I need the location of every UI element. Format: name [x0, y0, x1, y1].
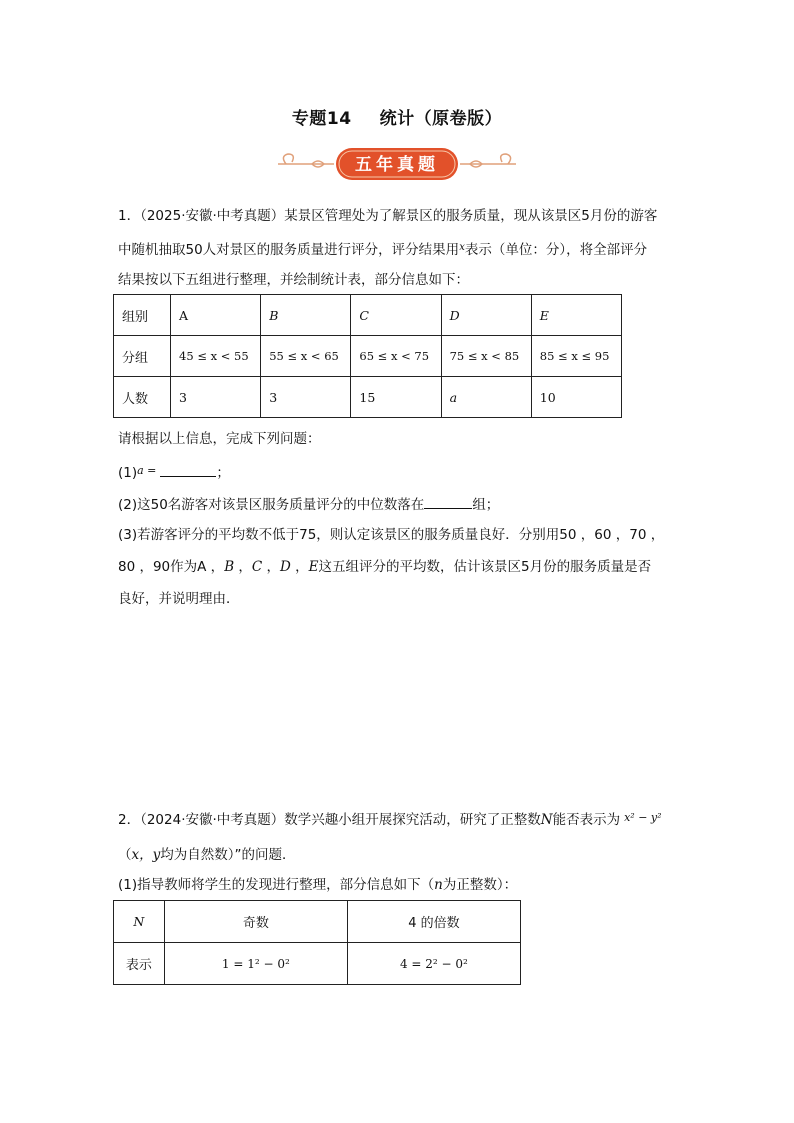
q2-line-1	[118, 809, 662, 829]
table-row	[114, 377, 622, 418]
q1-var-a: a	[137, 464, 144, 477]
q1-p3-text: 80 ，90作为A ，	[118, 559, 225, 575]
q2-line-3	[118, 876, 517, 894]
q1-p3-var: E	[308, 559, 319, 575]
table-header: 奇数	[164, 901, 347, 943]
left-ornament-icon	[278, 154, 334, 167]
q1-part-1	[118, 462, 230, 482]
q1-part-3-line-3: 良好，并说明理由．	[118, 591, 240, 607]
q1-equals: =	[143, 464, 157, 477]
q1-stats-table	[113, 294, 622, 418]
row-header: 人数	[114, 377, 171, 418]
q1-p3-text: ，	[262, 559, 281, 575]
q2-var-N: N	[540, 812, 553, 828]
q1-p3-var: C	[251, 559, 263, 575]
table-cell: 4 = 2² − 0²	[347, 943, 520, 985]
table-cell: B	[261, 295, 351, 336]
table-row	[114, 295, 622, 336]
q1-p3-var: D	[280, 559, 291, 575]
table-cell: D	[441, 295, 531, 336]
table-cell: C	[351, 295, 441, 336]
q2-expression: x² − y²	[624, 811, 662, 824]
table-cell: 45 ≤ x < 55	[171, 336, 261, 377]
q1-part-3-line-1: (3)若游客评分的平均数不低于75，则认定该景区的服务质量良好．分别用50 ，60 ，70 ，	[118, 527, 665, 543]
table-cell: 15	[351, 377, 441, 418]
five-year-exam-banner	[272, 144, 522, 184]
row-header: 分组	[114, 336, 171, 377]
q2-line-2a: （	[118, 847, 132, 863]
banner-text: 五年真题	[355, 155, 439, 175]
q1-p3-text: ，	[290, 559, 309, 575]
table-cell: A	[171, 295, 261, 336]
row-header: 表示	[114, 943, 165, 985]
q2-table	[113, 900, 521, 985]
q1-line-2	[118, 239, 647, 259]
q1-p3-var: B	[224, 559, 235, 575]
q1-part-3-line-2	[118, 558, 651, 576]
q1-part-2-suffix: 组；	[472, 497, 500, 513]
q2-vars: x，y	[131, 847, 161, 863]
q2-line-3b: 为正整数）：	[442, 877, 518, 893]
page-title	[0, 104, 794, 129]
table-cell: 3	[171, 377, 261, 418]
q2-line-2	[118, 846, 296, 864]
q1-p3-text: 这五组评分的平均数，估计该景区5月份的服务质量是否	[318, 559, 652, 575]
table-row	[114, 943, 521, 985]
table-cell: 10	[531, 377, 621, 418]
q1-part-1-prefix: (1)	[118, 465, 138, 481]
table-row	[114, 336, 622, 377]
q2-line-1b: 能否表示为	[552, 812, 621, 828]
title-topic-name: 统计（原卷版）	[379, 109, 503, 129]
table-cell: 75 ≤ x < 85	[441, 336, 531, 377]
q2-line-2b: 均为自然数）”的问题．	[160, 847, 296, 863]
table-cell: 85 ≤ x ≤ 95	[531, 336, 621, 377]
q1-intro: 请根据以上信息，完成下列问题：	[118, 431, 321, 447]
right-ornament-icon	[460, 154, 516, 167]
q1-line-2a: 中随机抽取50人对景区的服务质量进行评分，评分结果用	[118, 242, 460, 258]
q1-line-2b: 表示（单位：分），将全部评分	[464, 242, 648, 258]
table-header: N	[114, 901, 165, 943]
q1-part-1-suffix: ；	[216, 465, 230, 481]
q1-line-3: 结果按以下五组进行整理，并绘制统计表，部分信息如下：	[118, 272, 469, 288]
answer-blank-2[interactable]	[424, 494, 472, 509]
table-cell: E	[531, 295, 621, 336]
answer-blank-1[interactable]	[160, 462, 216, 477]
title-topic-number: 专题14	[291, 109, 352, 129]
table-row	[114, 901, 521, 943]
table-cell: a	[441, 377, 531, 418]
table-cell: 1 = 1² − 0²	[164, 943, 347, 985]
q1-line-1: 1．（2025·安徽·中考真题）某景区管理处为了解景区的服务质量，现从该景区5月份的游客	[118, 208, 658, 224]
table-cell: 55 ≤ x < 65	[261, 336, 351, 377]
q2-line-3a: (1)指导教师将学生的发现进行整理，部分信息如下（	[118, 877, 435, 893]
q1-p3-text: ，	[234, 559, 252, 575]
q2-line-1a: 2．（2024·安徽·中考真题）数学兴趣小组开展探究活动，研究了正整数	[118, 812, 541, 828]
table-cell: 65 ≤ x < 75	[351, 336, 441, 377]
row-header: 组别	[114, 295, 171, 336]
q1-part-2	[118, 494, 499, 514]
table-header: 4 的倍数	[347, 901, 520, 943]
q2-var-n: n	[434, 877, 443, 893]
q1-part-2-prefix: (2)这50名游客对该景区服务质量评分的中位数落在	[118, 497, 425, 513]
q1-var-x: x	[459, 242, 465, 253]
table-cell: 3	[261, 377, 351, 418]
